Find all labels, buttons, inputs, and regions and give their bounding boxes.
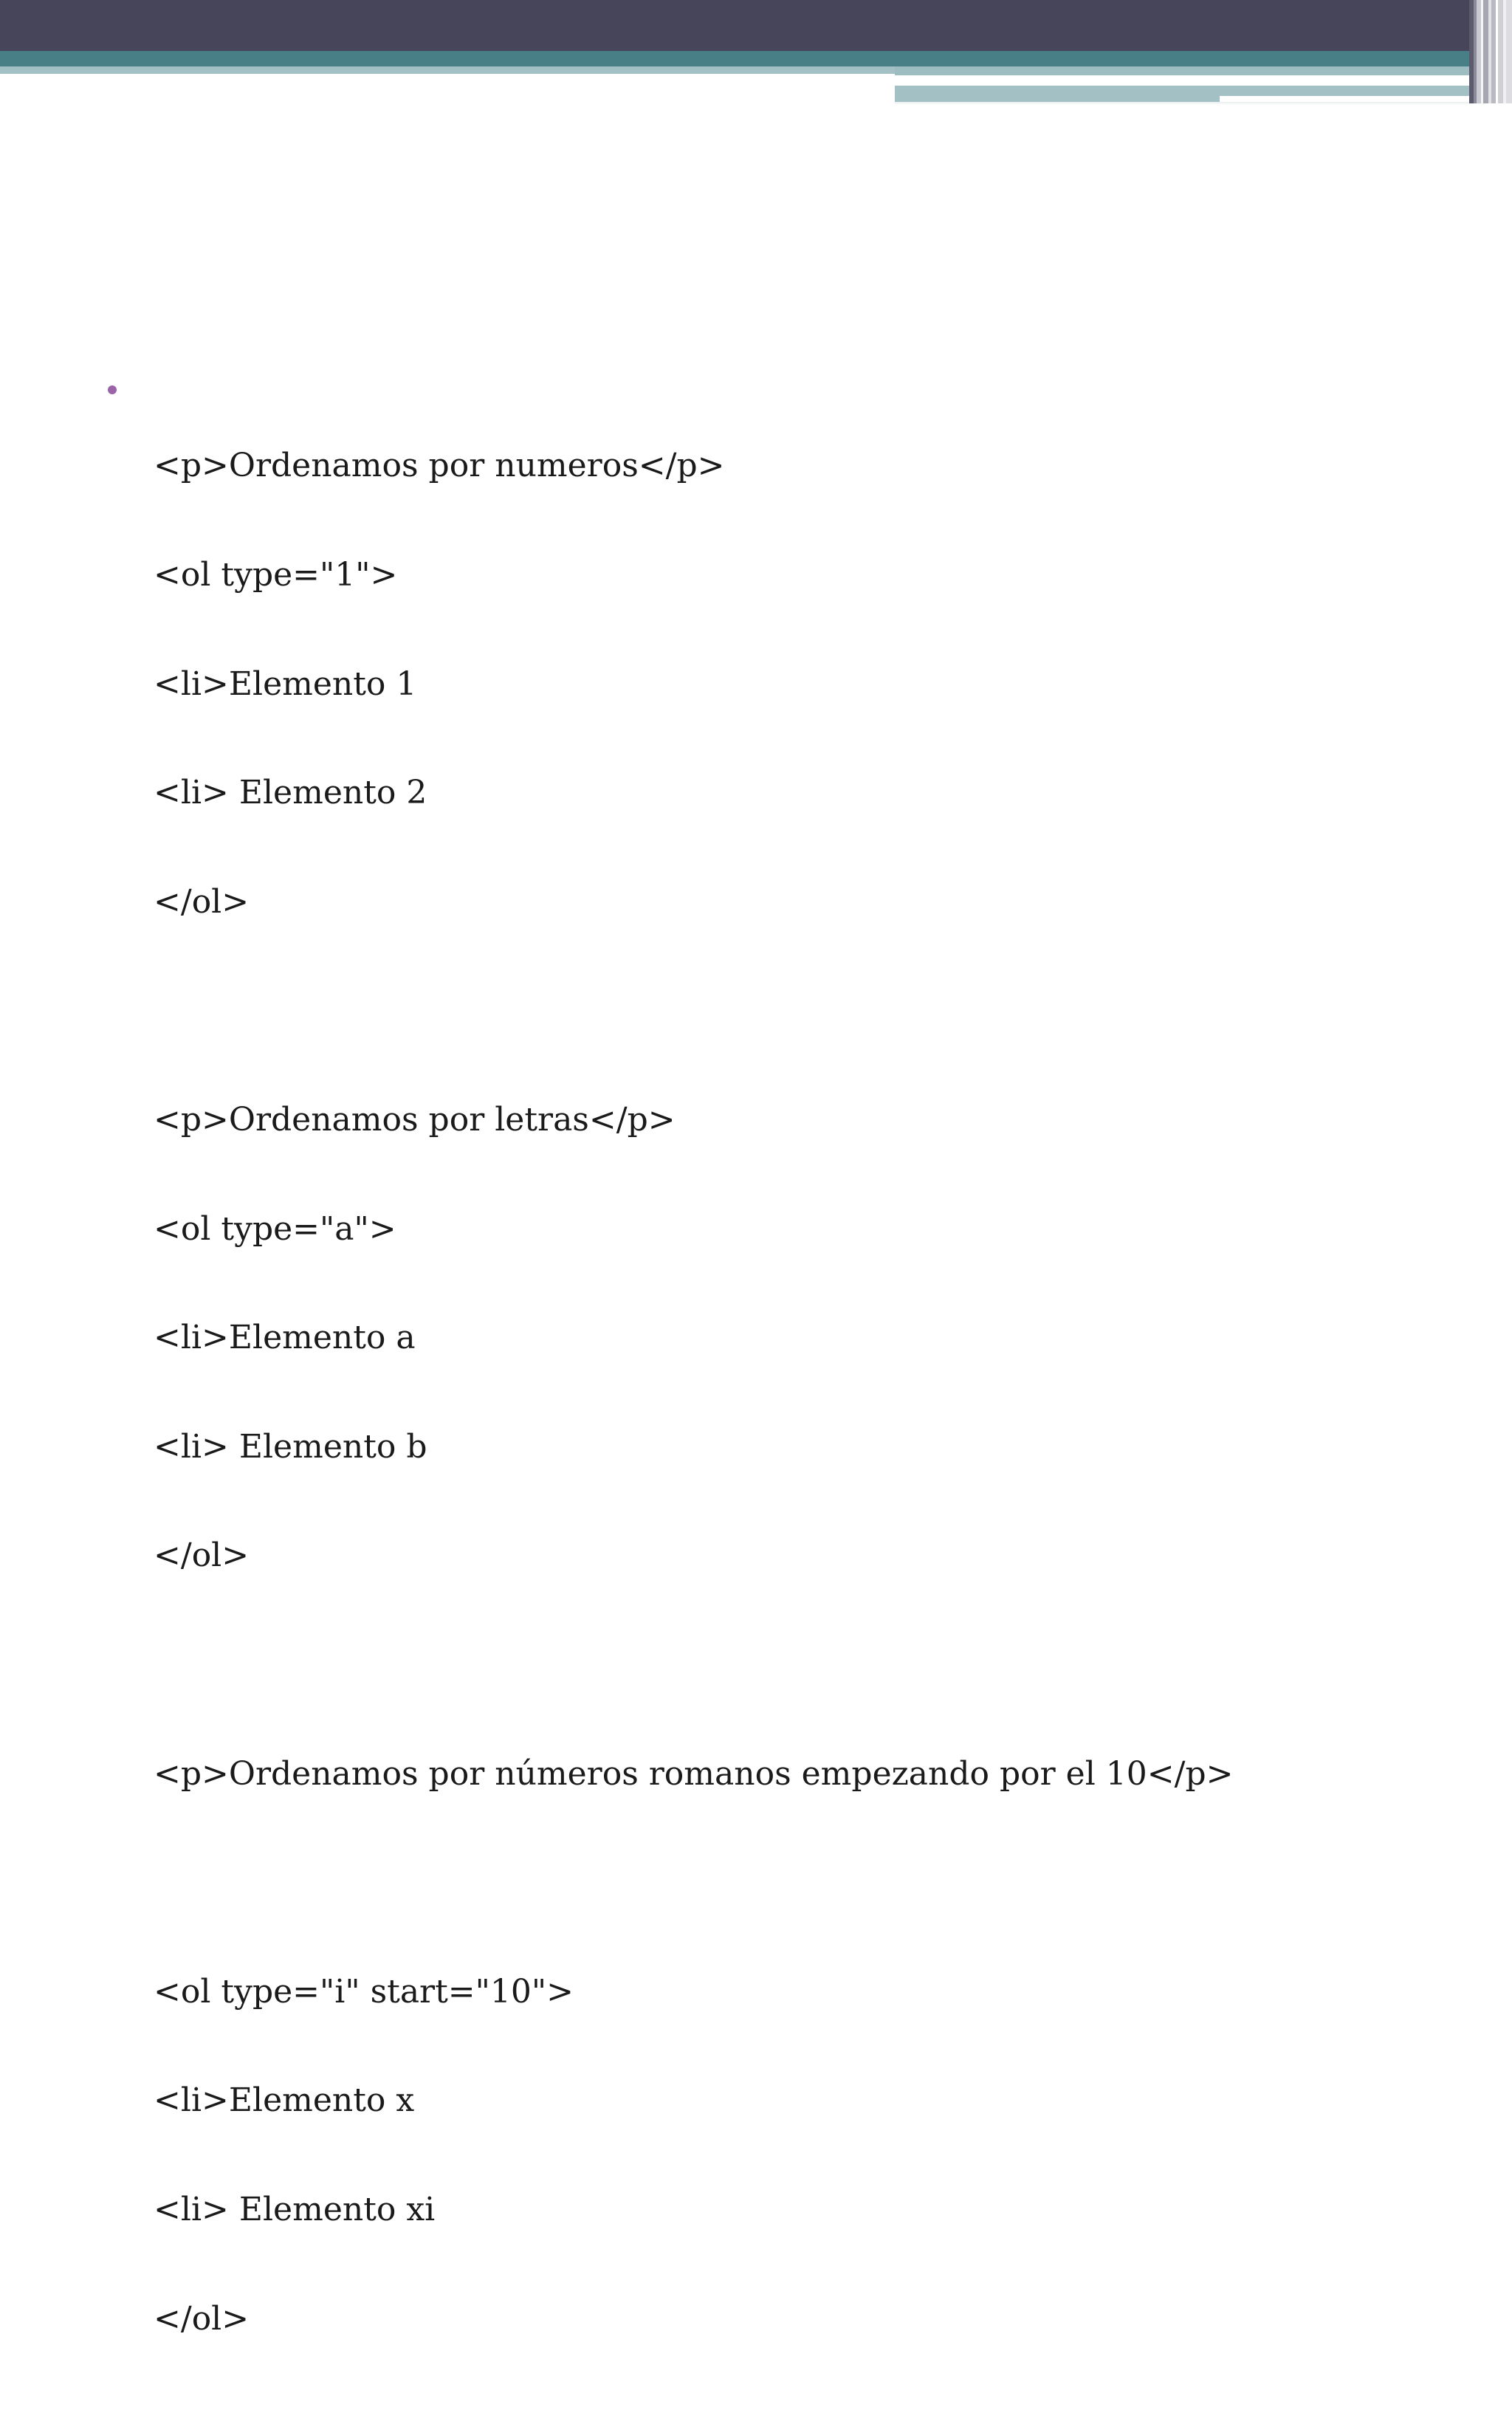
header-band-gap <box>895 75 1485 81</box>
code-line: <ol type="a"> <box>154 1209 396 1248</box>
code-line: <ol type="1"> <box>154 556 398 594</box>
code-line-blank <box>154 1864 1233 1901</box>
code-line: <li> Elemento 2 <box>154 774 427 812</box>
header-band-light-lower-right <box>1220 86 1485 96</box>
code-listing <box>154 375 1233 2409</box>
code-line-blank <box>154 1647 1233 1683</box>
header-band-light-left <box>0 66 895 74</box>
header-band-dark <box>0 0 1512 51</box>
header-band-shadow <box>895 102 1485 105</box>
code-line: <ol type="i" start="10"> <box>154 1972 574 2011</box>
code-line: </ol> <box>154 882 250 921</box>
code-line: <li>Elemento a <box>154 1319 416 1357</box>
code-line: <li>Elemento x <box>154 2081 415 2120</box>
bullet-dot-icon <box>108 385 117 394</box>
code-line: <p>Ordenamos por letras</p> <box>154 1100 676 1139</box>
code-line: </ol> <box>154 2299 250 2338</box>
header-edge-strips <box>1469 0 1512 103</box>
code-line: <p>Ordenamos por números romanos empezando por el 10</p> <box>154 1754 1234 1793</box>
header-band-light-lower <box>895 86 1220 102</box>
code-line: <li>Elemento 1 <box>154 665 417 703</box>
code-line: <p>Ordenamos por numeros</p> <box>154 447 725 485</box>
code-line-blank <box>154 992 1233 1029</box>
code-line: </ol> <box>154 1537 250 1575</box>
header-band-light-right <box>895 66 1512 75</box>
code-line: <li> Elemento b <box>154 1427 427 1466</box>
header-band-teal <box>0 51 1512 66</box>
code-line: <li> Elemento xi <box>154 2190 436 2228</box>
